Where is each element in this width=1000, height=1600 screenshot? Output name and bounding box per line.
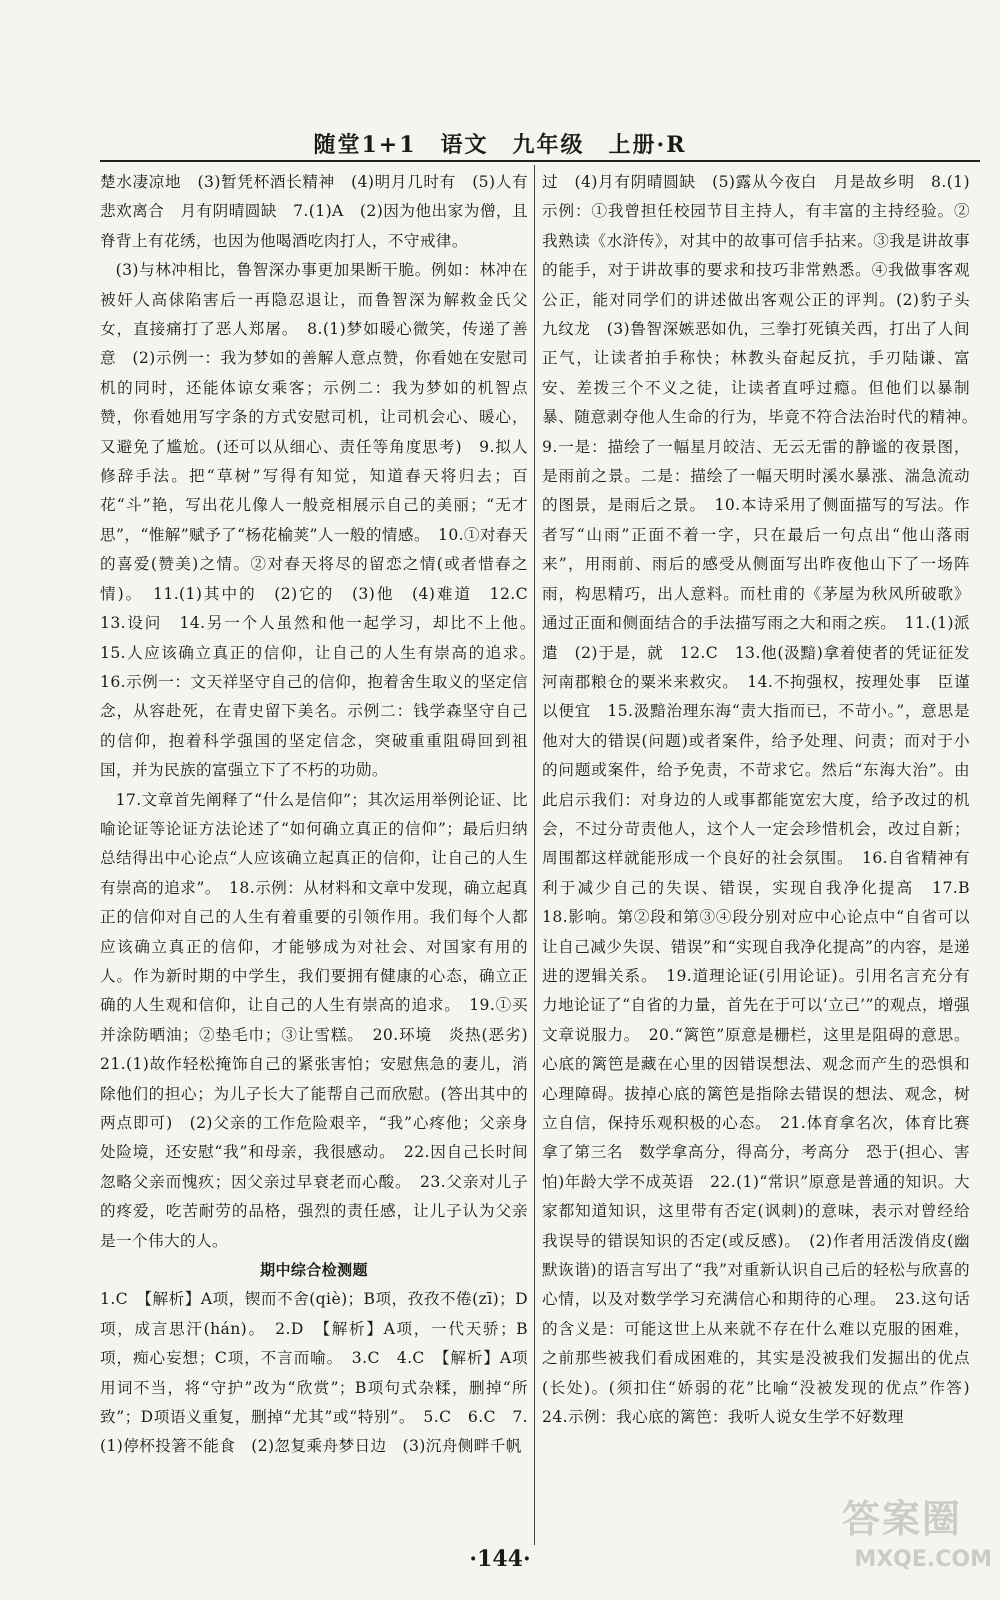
answer-paragraph: 过 (4)月有阴晴圆缺 (5)露从今夜白 月是故乡明 8.(1)示例：①我曾担任校园节目主持人，有丰富的主持经验。②我熟读《水浒传》，对其中的故事可信手拈来。③我是讲故事的能手，对于讲故事的要求和技巧非常熟悉。④我做事客观公正，能对同学们的讲述做出客观公正的评判。(2)豹子头 九纹龙 (3)鲁智深嫉恶如仇，三拳打死镇关西，打出了人间正气，让读者拍手称快；林教头奋起反抗，手刃陆谦、富安、差拨三个不义之徒，让读者直呼过瘾。但他们以暴制暴、随意剥夺他人生命的行为，毕竟不符合法治时代的精神。 9.一是：描绘了一幅星月皎洁、无云无雷的静谧的夜景图，是雨前之景。二是：描绘了一幅天明时溪水暴涨、湍急流动的图景，是雨后之景。 10.本诗采用了侧面描写的写法。作者写“山雨”正面不着一字，只在最后一句点出“他山落雨来”，用雨前、雨后的感受从侧面写出昨夜他山下了一场阵雨，构思精巧，出人意料。而杜甫的《茅屋为秋风所破歌》通过正面和侧面结合的手法描写雨之大和雨之疾。 11.(1)派遣 (2)于是，就 12.C 13.他(汲黯)拿着使者的凭证征发河南郡粮仓的粟米来救灾。 14.不拘强权，按理处事 臣谨以便宜 15.汲黯治理东海“责大指而已，不苛小。”，意思是他对大的错误(问题)或者案件，给予处理、问责；而对于小的问题或案件，给予免责，不苛求它。然后“东海大治”。由此启示我们：对身边的人或事都能宽宏大度，给予改过的机会，不过分苛责他人，这个人一定会珍惜机会，改过自新；周围都这样就能形成一个良好的社会氛围。 16.自省精神有利于减少自己的失误、错误，实现自我净化提高 17.B 18.影响。第②段和第③④段分别对应中心论点中“自省可以让自己减少失误、错误”和“实现自我净化提高”的内容，是递进的逻辑关系。 19.道理论证(引用论证)。引用名言充分有力地论证了“自省的力量，首先在于可以‘立己’”的观点，增强文章说服力。 20.“篱笆”原意是栅栏，这里是阻碍的意思。心底的篱笆是藏在心里的因错误想法、观念而产生的恐惧和心理障碍。拔掉心底的篱笆是指除去错误的想法、观念，树立自信，保持乐观积极的心态。 21.体育拿名次，体育比赛拿了第三名 数学拿高分，得高分，考高分 恐于(担心、害怕)年龄大学不成英语 22.(1)“常识”原意是普通的知识。大家都知道知识，这里带有否定(讽刺)的意味，表示对曾经给我误导的错误知识的否定(或反感)。 (2)作者用活泼俏皮(幽默诙谐)的语言写出了“我”对重新认识自己后的轻松与欣喜的心情，以及对数学学习充满信心和期待的心理。 23.这句话的含义是：可能这世上从来就不存在什么难以克服的困难，之前那些被我们看成困难的，其实是没被我们发掘出的优点(长处)。(须扣住“娇弱的花”比喻“没被发现的优点”作答) 24.示例：我心底的篱笆：我听人说女生学不好数理: [542, 173, 986, 1427]
answer-paragraph: 17.文章首先阐释了“什么是信仰”；其次运用举例论证、比喻论证等论证方法论述了“如何确立真正的信仰”；最后归纳总结得出中心论点“人应该确立起真正的信仰，让自己的人生有崇高的追求”。 18.示例：从材料和文章中发现，确立起真正的信仰对自己的人生有着重要的引领作用。我们每个人都应该确立真正的信仰，才能够成为对社会、对国家有用的人。作为新时期的中学生，我们要拥有健康的心态，确立正确的人生观和信仰，让自己的人生有崇高的追求。 19.①买并涂防晒油；②垫毛巾；③让雪糕。 20.环境 炎热(恶劣) 21.(1)故作轻松掩饰自己的紧张害怕；安慰焦急的妻儿，消除他们的担心；为儿子长大了能帮自己而欣慰。(答出其中的两点即可) (2)父亲的工作危险艰辛，“我”心疼他；父亲身处险境，还安慰“我”和母亲，我很感动。 22.因自己长时间忽略父亲而愧疚；因父亲过早衰老而心酸。 23.父亲对儿子的疼爱，吃苦耐劳的品格，强烈的责任感，让儿子认为父亲是一个伟大的人。: [100, 790, 544, 1250]
watermark-text: 答案圈: [842, 1497, 963, 1541]
answer-paragraph: 1.C 【解析】A项，锲而不舍(qiè)；B项，孜孜不倦(zī)；D项，成言思汗(hán)。 2.D 【解析】A项，一代天骄；B项，痴心妄想；C项，不言而喻。 3.C 4.C 【解析】A项用词不当，将“守护”改为“欣赏”；B项句式杂糅，删掉“所致”；D项语义重复，删掉“尤其”或“特别”。 5.C 6.C 7.(1)停杯投箸不能食 (2)忽复乘舟梦日边 (3)沉舟侧畔千帆: [100, 1290, 528, 1456]
left-column: [100, 168, 544, 1462]
page-number: ·144·: [469, 1546, 531, 1572]
column-divider: [534, 165, 535, 1545]
header-rule: [100, 160, 980, 162]
answer-paragraph: 楚水凄凉地 (3)暂凭杯酒长精神 (4)明月几时有 (5)人有悲欢离合 月有阴晴圆缺 7.(1)A (2)因为他出家为僧，且脊背上有花绣，也因为他喝酒吃肉打人，不守戒律。: [100, 173, 528, 250]
answer-paragraph: (3)与林冲相比，鲁智深办事更加果断干脆。例如：林冲在被奸人高俅陷害后一再隐忍退让，而鲁智深为解救金氏父女，直接痛打了恶人郑屠。 8.(1)梦如暖心微笑，传递了善意 (2)示例一：我为梦如的善解人意点赞，你看她在安慰司机的同时，还能体谅女乘客；示例二：我为梦如的机智点赞，你看她用写字条的方式安慰司机，让司机会心、暖心，又避免了尴尬。(还可以从细心、责任等角度思考) 9.拟人修辞手法。把“草树”写得有知觉，知道春天将归去；百花“斗”艳，写出花儿像人一般竞相展示自己的美丽；“无才思”，“惟解”赋予了“杨花榆荚”人一般的情感。 10.①对春天的喜爱(赞美)之情。②对春天将尽的留恋之情(或者惜春之情)。 11.(1)其中的 (2)它的 (3)他 (4)难道 12.C 13.设问 14.另一个人虽然和他一起学习，却比不上他。 15.人应该确立真正的信仰，让自己的人生有崇高的追求。 16.示例一：文天祥坚守自己的信仰，抱着舍生取义的坚定信念，从容赴死，在青史留下美名。示例二：钱学森坚守自己的信仰，抱着科学强国的坚定信念，突破重重阻碍回到祖国，并为民族的富强立下了不朽的功勋。: [100, 261, 544, 780]
watermark-url: MXQE.COM: [854, 1547, 992, 1572]
section-title: 期中综合检测题: [260, 1261, 368, 1280]
watermark-logo: [842, 1488, 992, 1592]
right-column: [542, 168, 986, 1432]
page-header-title: 随堂1+1 语文 九年级 上册·R: [313, 132, 687, 158]
